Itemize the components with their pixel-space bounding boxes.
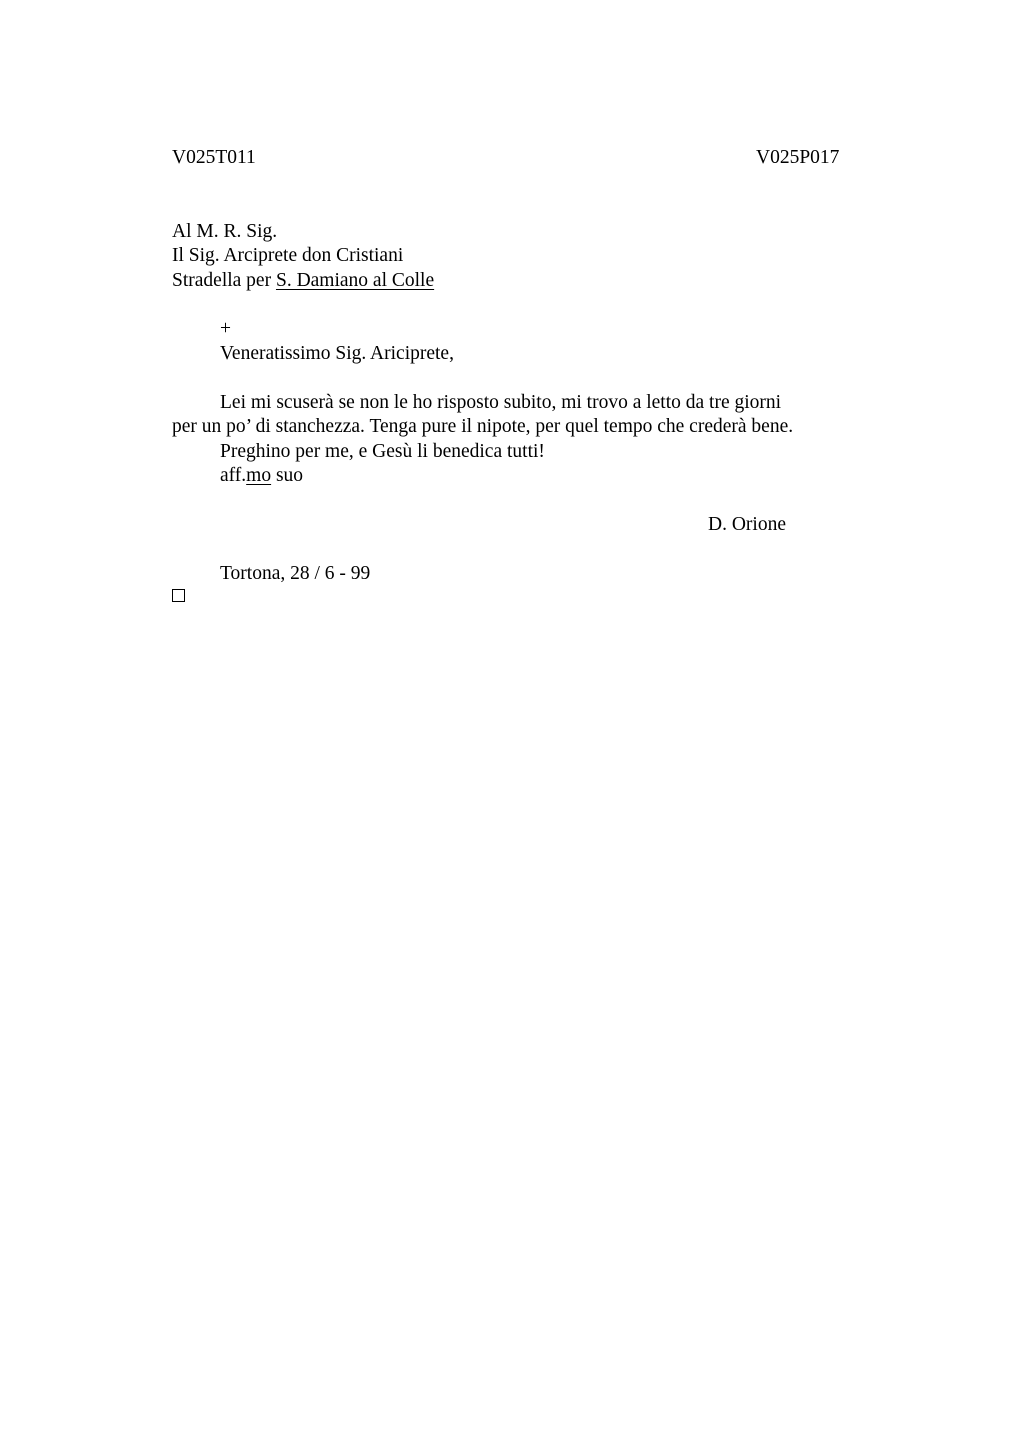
checkbox-square-icon (172, 589, 185, 602)
document-code-left: V025T011 (172, 147, 256, 168)
closing-underlined: mo (246, 465, 272, 486)
document-code-right: V025P017 (756, 147, 840, 168)
closing (220, 464, 303, 488)
address-line-1: Al M. R. Sig. (172, 221, 278, 242)
salutation: Veneratissimo Sig. Ariciprete, (220, 343, 454, 364)
place-date: Tortona, 28 / 6 - 99 (220, 563, 371, 584)
address-line-2: Il Sig. Arciprete don Cristiani (172, 245, 404, 266)
body-line-3: Preghino per me, e Gesù li benedica tutti! (220, 441, 545, 462)
body-line-1: Lei mi scuserà se non le ho risposto subito, mi trovo a letto da tre giorni (220, 392, 782, 413)
closing-prefix: aff. (220, 465, 247, 486)
closing-suffix: suo (271, 465, 304, 486)
cross-mark: + (220, 318, 231, 339)
signature: D. Orione (708, 514, 786, 535)
address-line-3 (172, 269, 434, 293)
body-line-2: per un po’ di stanchezza. Tenga pure il nipote, per quel tempo che crederà bene. (172, 416, 794, 437)
address-line-3-prefix: Stradella per (172, 270, 276, 291)
address-destination: S. Damiano al Colle (275, 270, 435, 291)
